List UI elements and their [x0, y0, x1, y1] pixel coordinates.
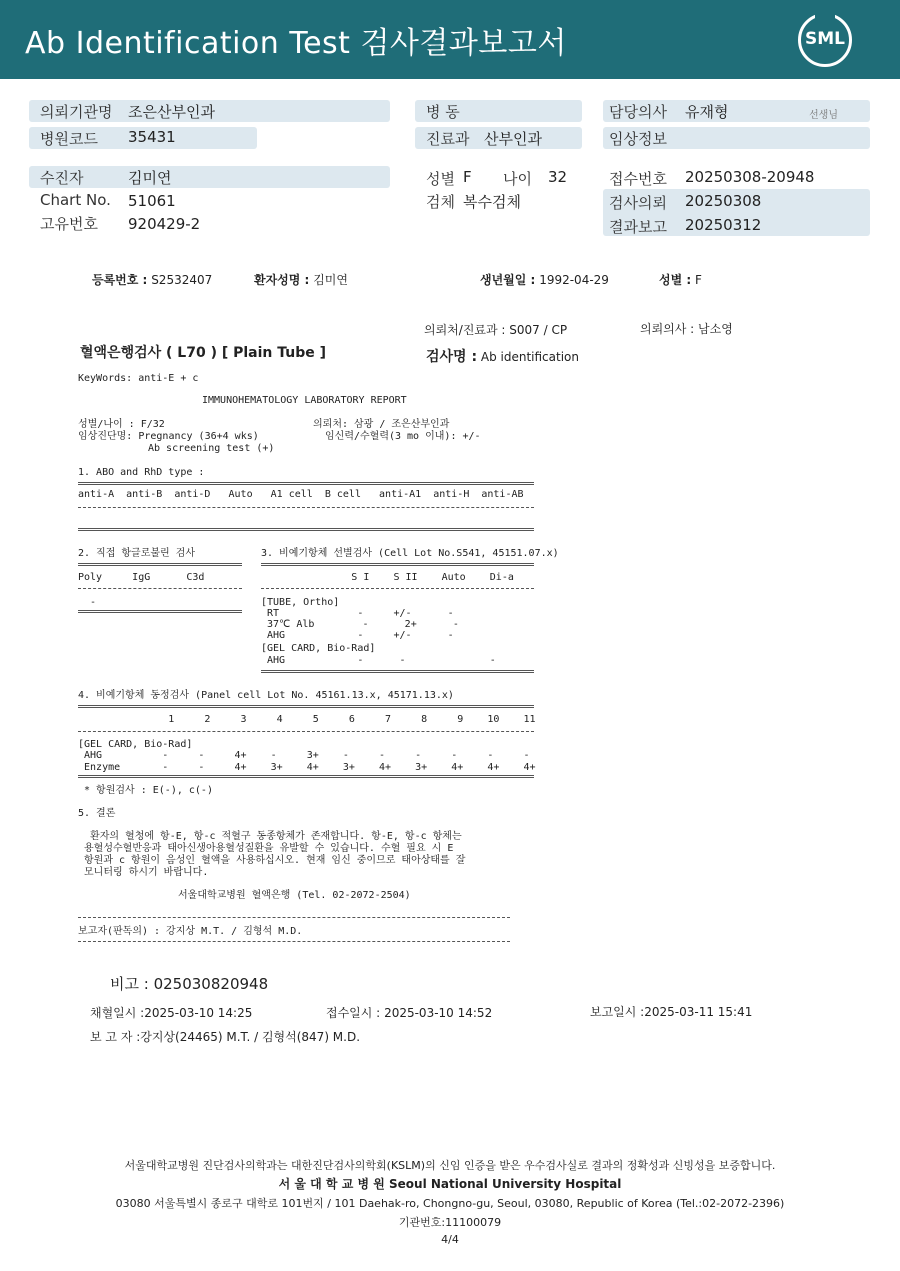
- conclusion-line: 모니터링 하시기 바랍니다.: [78, 867, 209, 878]
- birth-date: 생년월일 : 1992-04-29: [480, 273, 609, 287]
- diagnosis-line: 임상진단명: Pregnancy (36+4 wks): [78, 431, 259, 442]
- receipt-number-value: 20250308-20948: [685, 168, 815, 186]
- report-header: [0, 0, 900, 79]
- patient-value: 김미연: [128, 169, 172, 187]
- clinical-info-label: 임상정보: [609, 130, 667, 148]
- sex-label: 성별: [426, 170, 455, 188]
- registration: 등록번호 : S2532407: [92, 273, 213, 287]
- divider: [78, 610, 242, 613]
- abo-header: anti-A anti-B anti-D Auto A1 cell B cell anti-A1 anti-H anti-AB: [78, 489, 524, 500]
- screening-row: [TUBE, Ortho]: [261, 597, 340, 608]
- exam-category: 혈액은행검사 ( L70 ) [ Plain Tube ]: [80, 345, 327, 361]
- divider: [78, 528, 534, 531]
- institution-label: 의뢰기관명: [40, 103, 113, 121]
- divider: [261, 588, 534, 589]
- remark: 비고 : 025030820948: [110, 975, 269, 993]
- divider: [261, 670, 534, 673]
- conclusion-line: 환자의 혈청에 항-E, 항-c 적혈구 동종항체가 존재합니다. 항-E, 항-c 항체는: [78, 831, 462, 842]
- screening-header: S I S II Auto Di-a: [261, 572, 514, 583]
- panel-row: Enzyme - - 4+ 3+ 4+ 3+ 4+ 3+ 4+ 4+ 4+: [78, 762, 536, 773]
- divider: [78, 563, 242, 566]
- exam-name: 검사명 : Ab identification: [426, 349, 579, 365]
- dat-header: Poly IgG C3d: [78, 572, 205, 583]
- sex-age-line: 성별/나이 : F/32: [78, 419, 165, 430]
- institution-number: 기관번호:11100079: [398, 1216, 502, 1229]
- specimen-value: 복수검체: [463, 193, 521, 211]
- patient-name: 환자성명 : 김미연: [254, 273, 348, 287]
- doctor-label: 담당의사: [609, 103, 667, 121]
- age-value: 32: [548, 168, 568, 186]
- doctor-suffix: 선생님: [809, 110, 838, 121]
- report-date-label: 결과보고: [609, 218, 667, 236]
- ward-label: 병 동: [426, 103, 460, 121]
- screening-row: AHG - - -: [261, 655, 496, 666]
- receipt-number-label: 접수번호: [609, 170, 667, 188]
- panel-row: [GEL CARD, Bio-Rad]: [78, 739, 193, 750]
- bloodbank-line: 서울대학교병원 혈액은행 (Tel. 02-2072-2504): [178, 890, 411, 901]
- antigen-test: * 항원검사 : E(-), c(-): [78, 785, 213, 796]
- requester: 의뢰처/진료과 : S007 / CP: [424, 323, 568, 337]
- hospital-address: 03080 서울특별시 종로구 대학로 101번지 / 101 Daehak-ro, Chongno-gu, Seoul, 03080, Republic of Korea (Tel.:02-2072-2396): [115, 1197, 785, 1210]
- section1-title: 1. ABO and RhD type :: [78, 467, 205, 478]
- sml-logo: SML: [798, 13, 852, 67]
- hospital-name: 서 울 대 학 교 병 원 Seoul National University Hospital: [278, 1177, 622, 1191]
- divider: [261, 563, 534, 566]
- unique-number-value: 920429-2: [128, 215, 201, 233]
- request-place-line: 의뢰처: 삼광 / 조은산부인과: [313, 419, 450, 430]
- reporter: 보 고 자 :강지상(24465) M.T. / 김형석(847) M.D.: [90, 1030, 361, 1044]
- hospital-code-value: 35431: [128, 128, 176, 146]
- conclusion-line: 항원과 c 항원이 음성인 혈액을 사용하십시오. 현재 임신 중이므로 태아상태를 잘: [78, 855, 466, 866]
- age-label: 나이: [503, 170, 532, 188]
- specimen-label: 검체: [426, 193, 455, 211]
- report-date-value: 20250312: [685, 216, 762, 234]
- unique-number-label: 고유번호: [40, 215, 98, 233]
- divider: [78, 731, 534, 732]
- chart-number-label: Chart No.: [40, 191, 111, 209]
- section2-title: 2. 직접 항글로불린 검사: [78, 548, 196, 559]
- pregnancy-history-line: 임신력/수혈력(3 mo 이내): +/-: [325, 431, 481, 442]
- divider: [78, 775, 534, 778]
- screening-row: AHG - +/- -: [261, 630, 454, 641]
- divider: [78, 941, 510, 942]
- requesting-doctor: 의뢰의사 : 남소영: [640, 322, 733, 336]
- screening-row: RT - +/- -: [261, 608, 454, 619]
- divider: [78, 917, 510, 918]
- section5-title: 5. 결론: [78, 808, 116, 819]
- divider: [78, 507, 534, 508]
- request-date-value: 20250308: [685, 192, 762, 210]
- department-label: 진료과: [426, 130, 470, 148]
- panel-header: 1 2 3 4 5 6 7 8 9 10 11: [78, 714, 536, 725]
- screening-row: 37℃ Alb - 2+ -: [261, 619, 459, 630]
- page-number: 4/4: [441, 1233, 459, 1246]
- section4-title: 4. 비예기항체 동정검사 (Panel cell Lot No. 45161.13.x, 45171.13.x): [78, 690, 454, 701]
- report-title: Ab Identification Test 검사결과보고서: [25, 26, 567, 61]
- panel-row: AHG - - 4+ - 3+ - - - - - -: [78, 750, 530, 761]
- section3-title: 3. 비예기항체 선별검사 (Cell Lot No.S541, 45151.07.x): [261, 548, 559, 559]
- divider: [78, 482, 534, 485]
- lab-report-title: IMMUNOHEMATOLOGY LABORATORY REPORT: [202, 395, 407, 406]
- diagnosis-line-2: Ab screening test (+): [148, 443, 275, 454]
- reporter-line: 보고자(판독의) : 강지상 M.T. / 김형석 M.D.: [78, 926, 303, 937]
- divider: [78, 588, 242, 589]
- patient-label: 수진자: [40, 169, 84, 187]
- dat-values: -: [78, 597, 97, 608]
- report-datetime: 보고일시 :2025-03-11 15:41: [590, 1005, 753, 1019]
- keywords: KeyWords: anti-E + c: [78, 373, 199, 384]
- institution-value: 조은산부인과: [128, 103, 215, 121]
- hospital-code-label: 병원코드: [40, 130, 98, 148]
- request-date-label: 검사의뢰: [609, 194, 667, 212]
- doctor-value: 유재형: [685, 103, 729, 121]
- collection-datetime: 채혈일시 :2025-03-10 14:25: [90, 1006, 253, 1020]
- divider: [78, 705, 534, 708]
- conclusion-line: 용혈성수혈반응과 태아신생아용혈성질환을 유발할 수 있습니다. 수혈 필요 시 E: [78, 843, 454, 854]
- screening-row: [GEL CARD, Bio-Rad]: [261, 643, 376, 654]
- chart-number-value: 51061: [128, 192, 176, 210]
- receipt-datetime: 접수일시 : 2025-03-10 14:52: [326, 1006, 493, 1020]
- department-value: 산부인과: [484, 130, 542, 148]
- sex-value: F: [463, 168, 472, 186]
- document-sex: 성별 : F: [659, 273, 702, 287]
- certification-note: 서울대학교병원 진단검사의학과는 대한진단검사의학회(KSLM)의 신임 인증을 받은 우수검사실로 결과의 정확성과 신빙성을 보증합니다.: [124, 1159, 776, 1172]
